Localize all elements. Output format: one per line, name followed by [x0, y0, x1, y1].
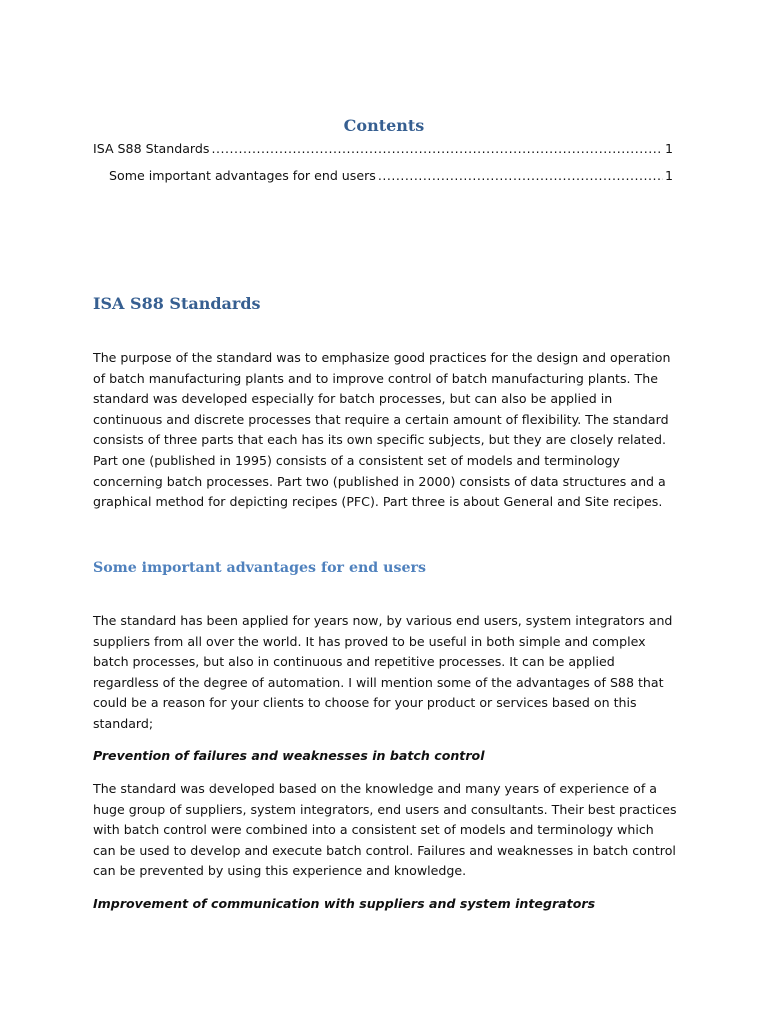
subheading-improvement-of-communication: Improvement of communication with suppliers and system integrators	[93, 896, 596, 911]
toc-entry-label: Some important advantages for end users	[109, 168, 376, 183]
section-heading-advantages: Some important advantages for end users	[93, 560, 426, 576]
toc-title: Contents	[343, 116, 425, 135]
section-heading-isa-s88-standards: ISA S88 Standards	[93, 294, 261, 313]
toc-dot-leader	[211, 141, 663, 157]
section-paragraph-prevention: The standard was developed based on the knowledge and many years of experience of a huge group of suppliers, system integrators, end users and consultants. Their best practices with batch control were combined into a consistent set of models and terminology which can be used to develop and execute batch control. Failures and weaknesses in batch control can be prevented by using this experience and knowledge.	[93, 781, 677, 879]
toc-entry-advantages-for-end-users[interactable]	[109, 168, 673, 184]
subheading-prevention-of-failures: Prevention of failures and weaknesses in batch control	[93, 748, 485, 763]
toc-entry-isa-s88-standards[interactable]	[93, 141, 673, 157]
toc-entry-page-number: 1	[664, 168, 673, 183]
section-paragraph-purpose: The purpose of the standard was to emphasize good practices for the design and operation of batch manufacturing plants and to improve control of batch manufacturing plants. The standard was developed especially for batch processes, but can also be applied in continuous and discrete processes that require a certain amount of flexibility. The standard consists of three parts that each has its own specific subjects, but they are closely related. Part one (published in 1995) consists of a consistent set of models and terminology concerning batch processes. Part two (published in 2000) consists of data structures and a graphical method for depicting recipes (PFC). Part three is about General and Site recipes.	[93, 350, 671, 510]
section-paragraph-intro: The standard has been applied for years now, by various end users, system integrators and suppliers from all over the world. It has proved to be useful in both simple and complex batch processes, but also in continuous and repetitive processes. It can be applied regardless of the degree of automation. I will mention some of the advantages of S88 that could be a reason for your clients to choose for your product or services based on this standard;	[93, 613, 673, 731]
toc-entry-page-number: 1	[664, 141, 673, 156]
toc-entry-label: ISA S88 Standards	[93, 141, 210, 156]
toc-dot-leader	[378, 168, 663, 184]
